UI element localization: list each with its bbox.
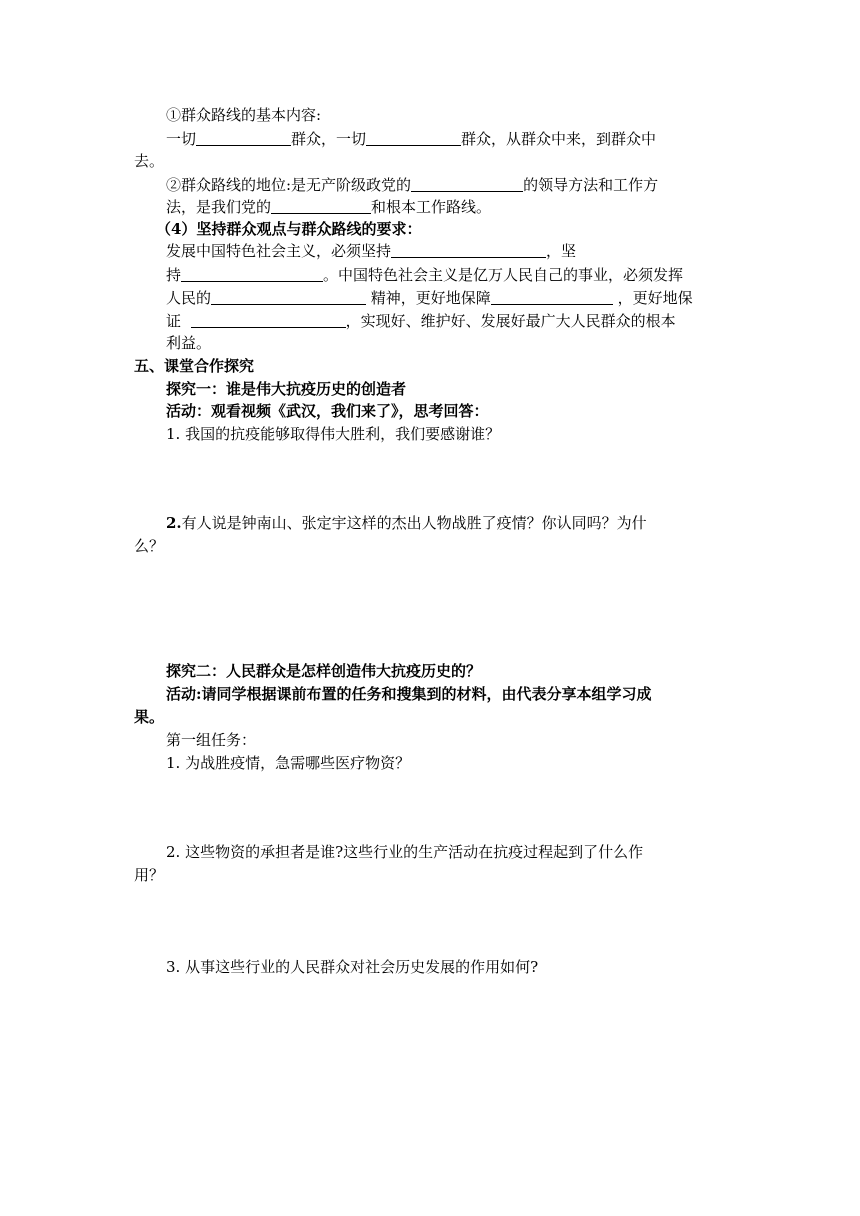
requirements-line [166, 287, 693, 309]
mass-line-status-line [166, 174, 658, 196]
group-question-3 [166, 956, 538, 978]
question-2-cont [134, 535, 164, 557]
activity-one [166, 400, 489, 422]
text: 1. 为战胜疫情，急需哪些医疗物资？ [166, 754, 411, 772]
text: 探究一：谁是伟大抗疫历史的创造者 [166, 380, 407, 398]
text-line [134, 150, 164, 172]
text: 3. 从事这些行业的人民群众对社会历史发展的作用如何? [166, 958, 539, 976]
activity-two [166, 683, 652, 705]
text: 利益。 [166, 334, 212, 352]
text: 精神，更好地保障 [370, 289, 491, 307]
question-1 [166, 423, 500, 445]
text: ②群众路线的地位:是无产阶级政党的 [166, 176, 412, 194]
requirements-line [166, 240, 576, 262]
activity-two-cont [134, 706, 164, 728]
text: 法，是我们党的 [166, 198, 272, 216]
fill-in-blank[interactable] [271, 197, 371, 214]
mass-line-status-line-2 [166, 196, 491, 218]
text: 。中国特色社会主义是亿万人民自己的事业，必须发挥 [323, 266, 684, 284]
text: 第一组任务： [166, 731, 257, 749]
text: 探究二：人民群众是怎样创造伟大抗疫历史的？ [166, 662, 482, 680]
text: 1. 我国的抗疫能够取得伟大胜利，我们要感谢谁？ [166, 425, 501, 443]
text: （4）坚持群众观点与群众路线的要求： [156, 220, 422, 238]
fill-in-blank[interactable] [491, 288, 613, 305]
inquiry-one-title [166, 378, 406, 400]
fill-in-blank[interactable] [366, 129, 461, 146]
text: 证 [166, 312, 182, 330]
group-one-task [166, 729, 256, 751]
text: ，实现好、维护好、发展好最广大人民群众的根本 [345, 312, 676, 330]
text: 群众，一切 [291, 130, 367, 148]
text: 么？ [134, 537, 165, 555]
requirements-line [166, 310, 676, 332]
text: 的领导方法和工作方 [523, 176, 659, 194]
text: 有人说是钟南山、张定宇这样的杰出人物战胜了疫情？你认同吗？为什 [181, 514, 647, 532]
question-number: 2. [166, 514, 182, 532]
text: 五、课堂合作探究 [134, 357, 255, 375]
group-question-1 [166, 752, 410, 774]
text: 用？ [134, 866, 165, 884]
text: 持 [166, 266, 182, 284]
group-question-2 [166, 841, 643, 863]
text: 群众，从群众中来，到群众中 [461, 130, 657, 148]
mass-line-content-heading [166, 104, 321, 126]
group-question-2-cont [134, 864, 164, 886]
fill-in-blank[interactable] [181, 265, 323, 282]
mass-line-content-line [166, 128, 656, 150]
inquiry-two-title [166, 660, 481, 682]
text: ，坚 [546, 242, 577, 260]
text: 去。 [134, 152, 165, 170]
requirements-heading [156, 218, 421, 240]
text: 和根本工作路线。 [371, 198, 492, 216]
fill-in-blank[interactable] [211, 288, 366, 305]
requirements-line [166, 264, 683, 286]
fill-in-blank[interactable] [196, 129, 291, 146]
text: 2. 这些物资的承担者是谁?这些行业的生产活动在抗疫过程起到了什么作 [166, 843, 644, 861]
fill-in-blank[interactable] [411, 175, 523, 192]
text: 活动:请同学根据课前布置的任务和搜集到的材料，由代表分享本组学习成 [166, 685, 652, 703]
text: 发展中国特色社会主义，必须坚持 [166, 242, 392, 260]
section-five-heading [134, 355, 254, 377]
text: 果。 [134, 708, 165, 726]
text: 活动：观看视频《武汉，我们来了》，思考回答： [166, 402, 489, 420]
text: 人民的 [166, 289, 212, 307]
question-2 [166, 512, 647, 534]
text: ①群众路线的基本内容: [166, 106, 322, 124]
text-line [166, 332, 211, 354]
fill-in-blank[interactable] [191, 311, 346, 328]
fill-in-blank[interactable] [391, 241, 546, 258]
text: 一切 [166, 130, 197, 148]
text: ，更好地保 [617, 289, 693, 307]
